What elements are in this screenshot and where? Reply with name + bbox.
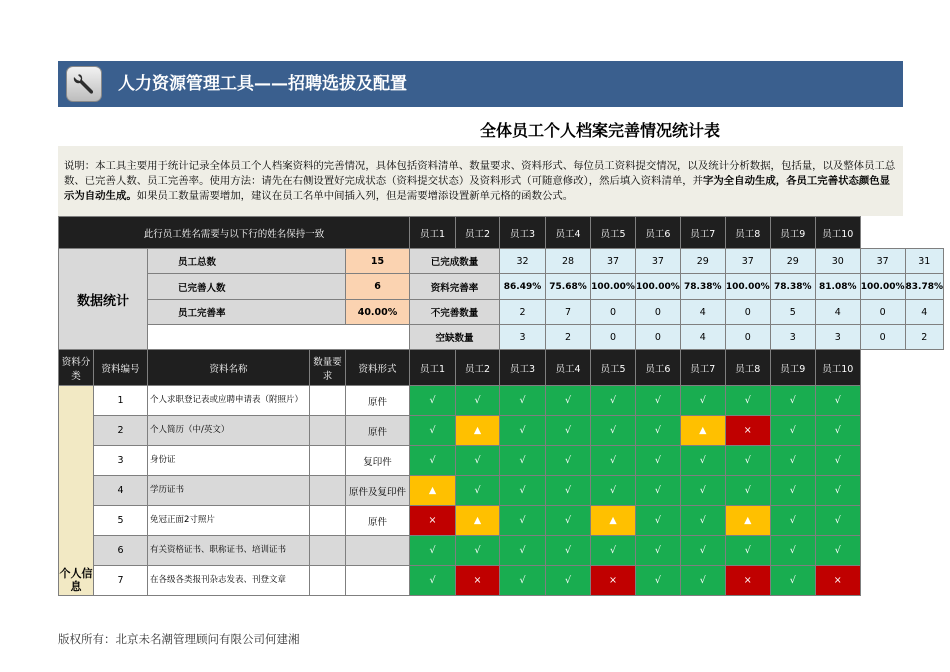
employee-header: 员工8	[725, 350, 770, 386]
employee-header: 员工9	[770, 217, 815, 249]
col-qty: 数量要求	[310, 350, 346, 386]
status-cell[interactable]: √	[680, 446, 725, 476]
status-cell[interactable]: √	[680, 566, 725, 596]
header-title: 人力资源管理工具——招聘选拔及配置	[118, 74, 407, 94]
missing-value: 3	[815, 325, 860, 350]
empty-cell	[148, 325, 410, 350]
item-code-cell[interactable]: 5	[94, 506, 148, 536]
item-form-cell[interactable]: 原件及复印件	[346, 476, 410, 506]
missing-value: 0	[725, 325, 770, 350]
completion-rate-value: 75.68%	[546, 274, 591, 300]
status-cell[interactable]: √	[815, 476, 860, 506]
completion-rate-value: 100.00%	[725, 274, 770, 300]
item-qty-cell[interactable]	[310, 476, 346, 506]
status-cell[interactable]: √	[410, 566, 456, 596]
item-form-cell[interactable]: 原件	[346, 416, 410, 446]
item-form-cell[interactable]: 原件	[346, 386, 410, 416]
employee-header: 员工4	[546, 217, 591, 249]
completed-label: 已完成数量	[410, 249, 500, 274]
incomplete-value: 0	[591, 300, 636, 325]
header-banner	[58, 61, 903, 107]
status-cell[interactable]: √	[680, 476, 725, 506]
status-cell[interactable]: √	[770, 566, 815, 596]
item-code-cell[interactable]: 6	[94, 536, 148, 566]
status-cell[interactable]: ▲	[456, 506, 500, 536]
item-qty-cell[interactable]	[310, 386, 346, 416]
item-code-cell[interactable]: 4	[94, 476, 148, 506]
status-cell[interactable]: √	[680, 386, 725, 416]
completed-value: 37	[860, 249, 905, 274]
missing-value: 3	[770, 325, 815, 350]
incomplete-value: 2	[500, 300, 546, 325]
status-cell[interactable]: ▲	[725, 506, 770, 536]
item-form-cell[interactable]	[346, 566, 410, 596]
status-cell[interactable]: √	[456, 536, 500, 566]
item-name-cell[interactable]: 学历证书	[148, 476, 310, 506]
status-cell[interactable]: √	[815, 386, 860, 416]
completion-rate-label: 资料完善率	[410, 274, 500, 300]
status-cell[interactable]: √	[636, 416, 681, 446]
status-cell[interactable]: √	[636, 566, 681, 596]
status-cell[interactable]: ▲	[456, 416, 500, 446]
status-cell[interactable]: √	[770, 446, 815, 476]
completed-value: 29	[680, 249, 725, 274]
col-form: 资料形式	[346, 350, 410, 386]
employee-header: 员工2	[456, 350, 500, 386]
total-value: 15	[346, 249, 410, 274]
item-form-cell[interactable]	[346, 536, 410, 566]
description-text-bold: 字为全自动生成，各员工完善状态颜色显示为自动生成。	[64, 175, 891, 202]
incomplete-label: 不完善数量	[410, 300, 500, 325]
status-cell[interactable]: √	[591, 446, 636, 476]
employee-header: 员工4	[546, 350, 591, 386]
status-cell[interactable]: √	[500, 476, 546, 506]
col-category: 资料分类	[59, 350, 94, 386]
stats-row-incomplete	[59, 300, 944, 325]
missing-value: 4	[680, 325, 725, 350]
completion-rate-value: 100.00%	[860, 274, 905, 300]
employee-header: 员工7	[680, 217, 725, 249]
status-cell[interactable]: √	[410, 536, 456, 566]
category-label: 个人信息	[59, 386, 94, 596]
completion-rate-value: 100.00%	[591, 274, 636, 300]
item-form-cell[interactable]: 原件	[346, 506, 410, 536]
status-cell[interactable]: √	[500, 386, 546, 416]
status-cell[interactable]: ×	[456, 566, 500, 596]
description-box	[58, 146, 903, 216]
status-cell[interactable]: √	[770, 506, 815, 536]
status-cell[interactable]: ×	[725, 566, 770, 596]
incomplete-value: 4	[680, 300, 725, 325]
incomplete-value: 0	[860, 300, 905, 325]
employee-name-row	[59, 217, 944, 249]
item-code-cell[interactable]: 3	[94, 446, 148, 476]
done-label: 已完善人数	[148, 274, 346, 300]
table-row	[59, 476, 944, 506]
completed-value: 31	[905, 249, 944, 274]
item-name-cell[interactable]: 有关资格证书、职称证书、培训证书	[148, 536, 310, 566]
incomplete-value: 0	[725, 300, 770, 325]
employee-header: 员工10	[815, 350, 860, 386]
col-name: 资料名称	[148, 350, 310, 386]
incomplete-value: 4	[905, 300, 944, 325]
total-label: 员工总数	[148, 249, 346, 274]
stats-row-rate	[59, 274, 944, 300]
employee-header: 员工5	[591, 350, 636, 386]
item-code-cell[interactable]: 7	[94, 566, 148, 596]
employee-header: 员工6	[636, 350, 681, 386]
status-cell[interactable]: √	[636, 506, 681, 536]
status-cell[interactable]: √	[680, 506, 725, 536]
incomplete-value: 7	[546, 300, 591, 325]
description-text-1: 说明：本工具主要用于统计记录全体员工个人档案资料的完善情况，具体包括资料清单、数量要求、资料形式、每位员工资料提交情况，以及统计分析数据，包括量，以及整体员工总数、已完善人数、员工完善率。使用方法：请先在右侧设置好完成状态（资料提交状态）及资料形式（可随意修改），然后填入资料清单，并	[64, 160, 896, 187]
status-cell[interactable]: √	[636, 446, 681, 476]
table-row	[59, 506, 944, 536]
employee-header: 员工8	[725, 217, 770, 249]
status-cell[interactable]: √	[770, 386, 815, 416]
status-cell[interactable]: √	[636, 476, 681, 506]
status-cell[interactable]: √	[725, 476, 770, 506]
item-form-cell[interactable]: 复印件	[346, 446, 410, 476]
table-row	[59, 566, 944, 596]
status-cell[interactable]: √	[410, 446, 456, 476]
item-name-cell[interactable]: 个人求职登记表或应聘申请表（附照片）	[148, 386, 310, 416]
table-row	[59, 536, 944, 566]
status-cell[interactable]: ×	[591, 566, 636, 596]
status-cell[interactable]: √	[546, 506, 591, 536]
status-cell[interactable]: ▲	[680, 416, 725, 446]
status-cell[interactable]: √	[591, 386, 636, 416]
status-cell[interactable]: √	[546, 386, 591, 416]
employee-header: 员工7	[680, 350, 725, 386]
stats-section-label: 数据统计	[59, 249, 148, 350]
incomplete-value: 5	[770, 300, 815, 325]
stats-table	[58, 216, 944, 596]
missing-value: 2	[905, 325, 944, 350]
completion-rate-value: 81.08%	[815, 274, 860, 300]
status-cell[interactable]: √	[546, 566, 591, 596]
status-cell[interactable]: ×	[815, 566, 860, 596]
missing-value: 2	[546, 325, 591, 350]
item-qty-cell[interactable]	[310, 506, 346, 536]
status-cell[interactable]: √	[815, 446, 860, 476]
status-cell[interactable]: √	[770, 416, 815, 446]
employee-header: 员工9	[770, 350, 815, 386]
status-cell[interactable]: √	[591, 536, 636, 566]
item-qty-cell[interactable]	[310, 566, 346, 596]
completed-value: 29	[770, 249, 815, 274]
status-cell[interactable]: √	[500, 536, 546, 566]
completed-value: 28	[546, 249, 591, 274]
description-text-2: 如果员工数量需要增加，建议在员工名单中间插入列，但是需要增添设置新单元格的函数公式。	[136, 190, 574, 202]
status-cell[interactable]: √	[410, 416, 456, 446]
item-qty-cell[interactable]	[310, 446, 346, 476]
missing-value: 0	[591, 325, 636, 350]
status-cell[interactable]: √	[725, 386, 770, 416]
table-row	[59, 386, 944, 416]
status-cell[interactable]: √	[546, 416, 591, 446]
status-cell[interactable]: √	[636, 536, 681, 566]
status-cell[interactable]: √	[591, 416, 636, 446]
completed-value: 37	[591, 249, 636, 274]
status-cell[interactable]: √	[546, 446, 591, 476]
incomplete-value: 4	[815, 300, 860, 325]
completed-value: 32	[500, 249, 546, 274]
status-cell[interactable]: √	[546, 476, 591, 506]
status-cell[interactable]: √	[815, 416, 860, 446]
status-cell[interactable]: √	[815, 536, 860, 566]
status-cell[interactable]: √	[500, 416, 546, 446]
done-value: 6	[346, 274, 410, 300]
missing-value: 3	[500, 325, 546, 350]
item-code-cell[interactable]: 2	[94, 416, 148, 446]
completion-rate-value: 78.38%	[770, 274, 815, 300]
employee-header: 员工3	[500, 350, 546, 386]
item-qty-cell[interactable]	[310, 416, 346, 446]
status-cell[interactable]: √	[770, 476, 815, 506]
completion-rate-value: 100.00%	[636, 274, 681, 300]
completion-rate-value: 86.49%	[500, 274, 546, 300]
missing-value: 0	[636, 325, 681, 350]
item-name-cell[interactable]: 个人简历（中/英文）	[148, 416, 310, 446]
status-cell[interactable]: √	[456, 476, 500, 506]
status-cell[interactable]: ▲	[410, 476, 456, 506]
employee-header: 员工5	[591, 217, 636, 249]
rate-label: 员工完善率	[148, 300, 346, 325]
missing-label: 空缺数量	[410, 325, 500, 350]
table-row	[59, 446, 944, 476]
completion-rate-value: 78.38%	[680, 274, 725, 300]
rate-value: 40.00%	[346, 300, 410, 325]
completed-value: 37	[725, 249, 770, 274]
completion-rate-value: 83.78%	[905, 274, 944, 300]
incomplete-value: 0	[636, 300, 681, 325]
stats-row-missing	[59, 325, 944, 350]
status-cell[interactable]: √	[456, 446, 500, 476]
status-cell[interactable]: √	[500, 506, 546, 536]
status-cell[interactable]: √	[725, 446, 770, 476]
column-header-row	[59, 350, 944, 386]
status-cell[interactable]: √	[636, 386, 681, 416]
employee-header: 员工1	[410, 350, 456, 386]
status-cell[interactable]: √	[500, 446, 546, 476]
item-code-cell[interactable]: 1	[94, 386, 148, 416]
status-cell[interactable]: √	[456, 386, 500, 416]
status-cell[interactable]: √	[546, 536, 591, 566]
status-cell[interactable]: √	[815, 506, 860, 536]
completed-value: 30	[815, 249, 860, 274]
copyright-footer: 版权所有：北京未名潮管理顾问有限公司何建湘	[58, 632, 300, 646]
status-cell[interactable]: ▲	[591, 506, 636, 536]
item-name-cell[interactable]: 免冠正面2寸照片	[148, 506, 310, 536]
employee-header: 员工1	[410, 217, 456, 249]
completed-value: 37	[636, 249, 681, 274]
item-name-cell[interactable]: 身份证	[148, 446, 310, 476]
status-cell[interactable]: √	[770, 536, 815, 566]
status-cell[interactable]: √	[725, 536, 770, 566]
status-cell[interactable]: ×	[725, 416, 770, 446]
status-cell[interactable]: √	[410, 386, 456, 416]
missing-value: 0	[860, 325, 905, 350]
col-code: 资料编号	[94, 350, 148, 386]
status-cell[interactable]: √	[591, 476, 636, 506]
employee-header: 员工10	[815, 217, 860, 249]
stats-row-completed	[59, 249, 944, 274]
page-title: 全体员工个人档案完善情况统计表	[479, 121, 720, 140]
employee-header: 员工3	[500, 217, 546, 249]
table-row	[59, 416, 944, 446]
top-note: 此行员工姓名需要与以下行的姓名保持一致	[59, 217, 410, 249]
employee-header: 员工6	[636, 217, 681, 249]
item-name-cell[interactable]: 在各级各类报刊杂志发表、刊登文章	[148, 566, 310, 596]
status-cell[interactable]: √	[500, 566, 546, 596]
employee-header: 员工2	[456, 217, 500, 249]
status-cell[interactable]: ×	[410, 506, 456, 536]
wrench-icon	[66, 66, 102, 102]
item-qty-cell[interactable]	[310, 536, 346, 566]
status-cell[interactable]: √	[680, 536, 725, 566]
